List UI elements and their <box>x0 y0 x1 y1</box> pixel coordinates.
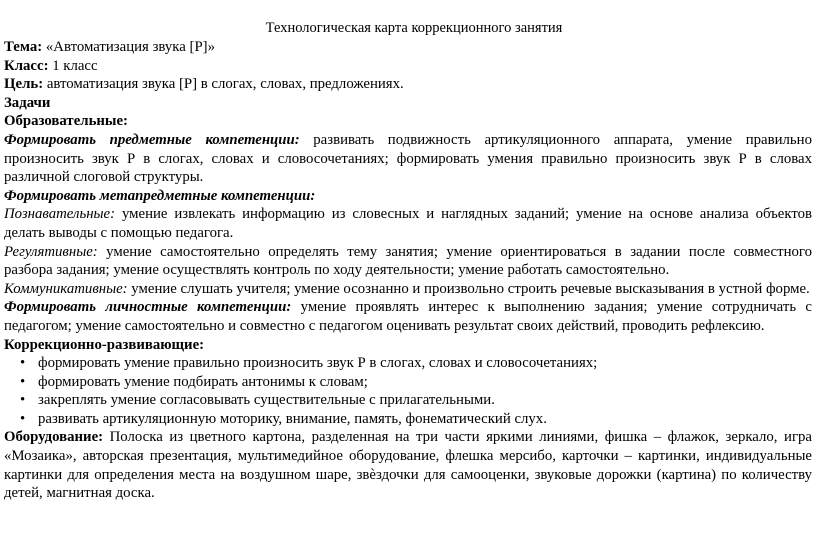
correctional-list <box>4 354 816 428</box>
communicative-label: Коммуникативные: <box>4 280 128 297</box>
list-item: • развивать артикуляционную моторику, внимание, память, фонематический слух. <box>20 410 547 427</box>
topic-line <box>4 38 816 57</box>
grade-line <box>4 57 816 76</box>
cognitive-label: Познавательные: <box>4 206 116 223</box>
cognitive-text: умение извлекать информацию из словесных и наглядных заданий; умение на основе анализа объектов делать выводы с помощью педагога. <box>4 206 812 241</box>
personal-competencies-text: умение проявлять интерес к выполнению задания; умение сотрудничать с педагогом; умение самостоятельно и совместно с педагогом оценивать результат своих действий, проводить рефлексию. <box>4 299 812 334</box>
subject-competencies-label: Формировать предметные компетенции: <box>4 131 300 148</box>
equipment <box>4 428 812 502</box>
cognitive-skills <box>4 205 812 242</box>
list-item: • формировать умение правильно произносить звук Р в слогах, словах и словосочетаниях; <box>20 355 598 372</box>
bullet-icon: • <box>20 410 26 427</box>
goal-value: автоматизация звука [Р] в слогах, словах, предложениях. <box>43 76 404 93</box>
equipment-label: Оборудование: <box>4 429 104 446</box>
topic-value: «Автоматизация звука [Р]» <box>42 39 216 55</box>
topic-label: Тема: <box>4 39 43 55</box>
tasks-heading: Задачи <box>4 94 51 111</box>
personal-competencies <box>4 298 812 335</box>
bullet-icon: • <box>20 355 26 372</box>
list-item: • закреплять умение согласовывать существительные с прилагательными. <box>20 392 495 409</box>
regulatory-label: Регулятивные: <box>4 243 98 260</box>
correctional-heading: Коррекционно-развивающие: <box>4 336 205 353</box>
grade-value: 1 класс <box>48 57 98 74</box>
personal-competencies-label: Формировать личностные компетенции: <box>4 299 292 316</box>
educational-heading: Образовательные: <box>4 113 128 130</box>
grade-label: Класс: <box>4 57 49 74</box>
regulatory-skills <box>4 243 812 280</box>
goal-label: Цель: <box>4 76 44 93</box>
equipment-text: Полоска из цветного картона, разделенная на три части яркими линиями, фишка – флажок, зеркало, игра «Мозаика», авторская презентация, мультимедийное оборудование, флешка мерсибо, карточки – картинки, индивидуальные картинки для определения места на воздушном шаре, звѐздочки для самооценки, звуковые дорожки (картина) по количеству детей, магнитная доска. <box>4 429 812 502</box>
bullet-icon: • <box>20 392 26 409</box>
document-title: Технологическая карта коррекционного занятия <box>265 20 563 36</box>
subject-competencies <box>4 131 812 187</box>
metasubject-heading: Формировать метапредметные компетенции: <box>4 187 316 204</box>
regulatory-text: умение самостоятельно определять тему занятия; умение ориентироваться в задании после совместного разбора задания; умение осуществлять контроль по ходу деятельности; умение работать самостоятельно. <box>4 243 812 279</box>
goal-line <box>4 75 816 94</box>
communicative-text: умение слушать учителя; умение осознанно и произвольно строить речевые высказывания в устной форме. <box>127 280 810 297</box>
communicative-skills <box>4 280 812 299</box>
bullet-icon: • <box>20 373 26 390</box>
list-item: • формировать умение подбирать антонимы к словам; <box>20 373 368 390</box>
subject-competencies-text: развивать подвижность артикуляционного аппарата, умение правильно произносить звук Р в слогах, словах и словосочетаниях; формировать умения правильно произносить звук Р в словах различной слоговой структуры. <box>4 131 812 186</box>
